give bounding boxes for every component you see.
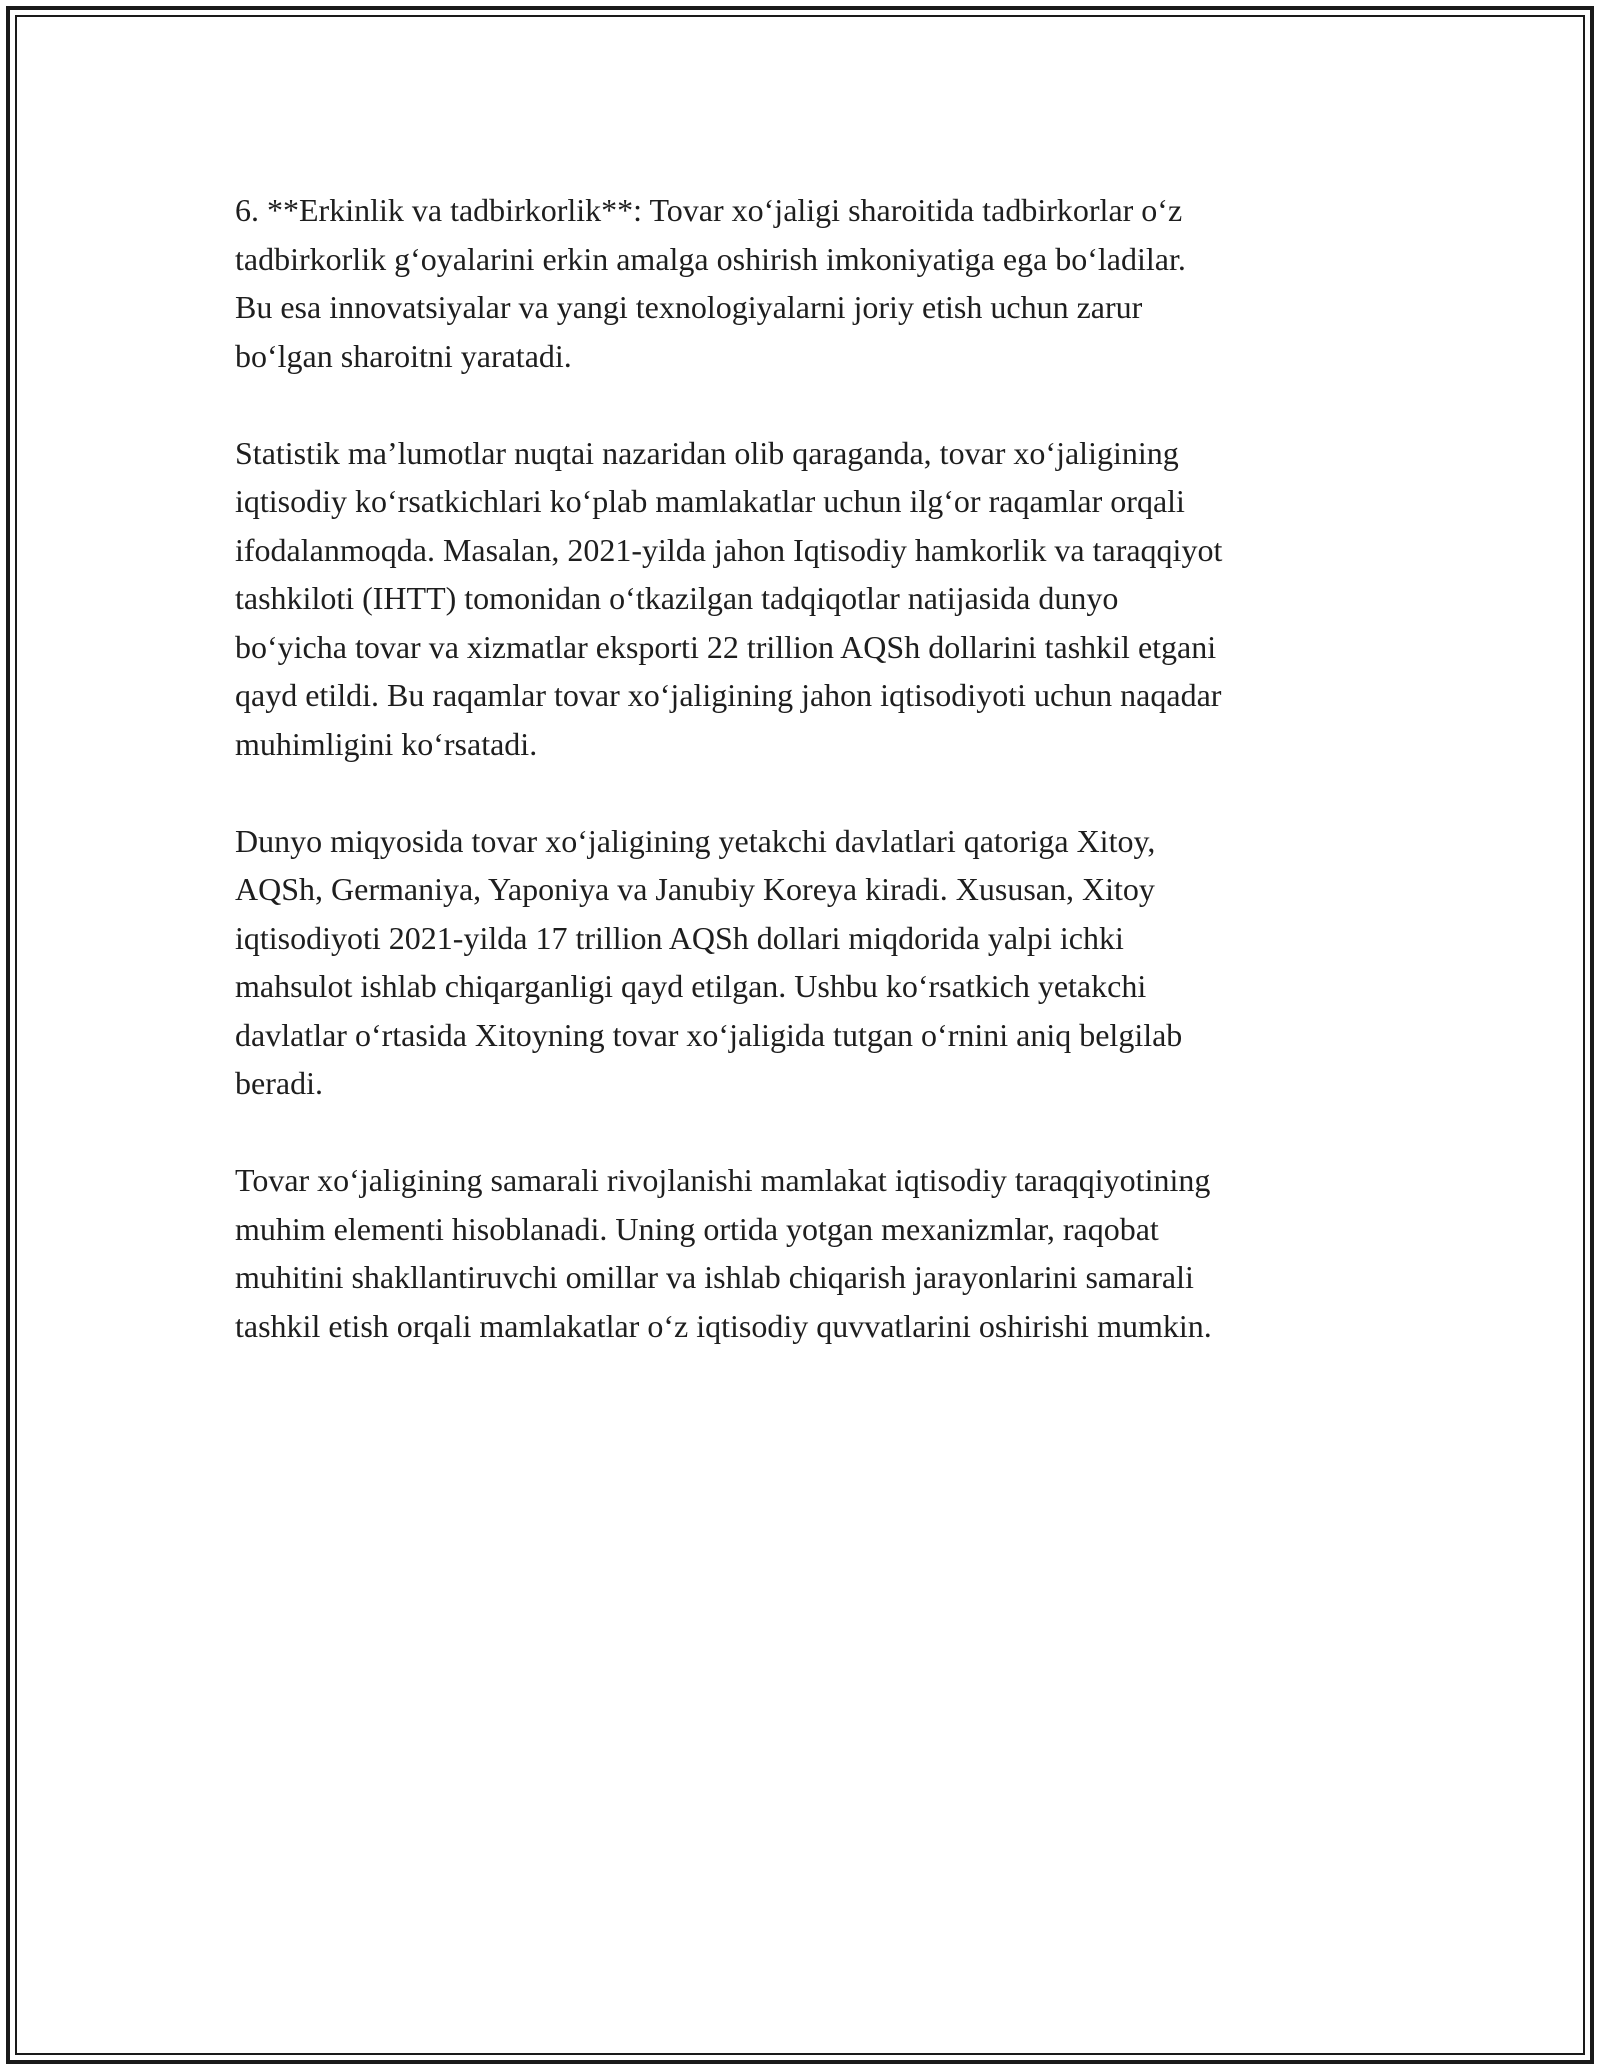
text-line: tashkiloti (IHTT) tomonidan o‘tkazilgan tadqiqotlar natijasida dunyo [235,580,1119,616]
text-line: iqtisodiy ko‘rsatkichlari ko‘plab mamlakatlar uchun ilg‘or raqamlar orqali [235,483,1185,519]
text-line: muhim elementi hisoblanadi. Uning ortida yotgan mexanizmlar, raqobat [235,1210,1159,1247]
text-line: muhimligini ko‘rsatadi. [235,725,538,762]
text-line: Bu esa innovatsiyalar va yangi texnologiyalarni joriy etish uchun zarur [235,289,1143,325]
text-line: qayd etildi. Bu raqamlar tovar xo‘jaligining jahon iqtisodiyoti uchun naqadar [235,677,1222,713]
paragraph-freedom-entrepreneurship [235,186,1385,380]
paragraph-leading-countries [235,817,1385,1108]
text-line: muhitini shakllantiruvchi omillar va ishlab chiqarish jarayonlarini samarali [235,1259,1194,1295]
text-line: davlatlar o‘rtasida Xitoyning tovar xo‘jaligida tutgan o‘rnini aniq belgilab [235,1016,1183,1053]
text-line: beradi. [235,1065,323,1101]
document-body [235,186,1385,1399]
paragraph-statistics [235,429,1385,769]
text-line: mahsulot ishlab chiqarganligi qayd etilgan. Ushbu ko‘rsatkich yetakchi [235,968,1147,1004]
text-line: iqtisodiyoti 2021-yilda 17 trillion AQSh dollari miqdorida yalpi ichki [235,919,1124,956]
text-line: tadbirkorlik g‘oyalarini erkin amalga oshirish imkoniyatiga ega bo‘ladilar. [235,240,1186,277]
paragraph-conclusion [235,1156,1385,1350]
text-line: tashkil etish orqali mamlakatlar o‘z iqtisodiy quvvatlarini oshirishi mumkin. [235,1307,1212,1344]
text-line: ifodalanmoqda. Masalan, 2021-yilda jahon Iqtisodiy hamkorlik va taraqqiyot [235,531,1223,568]
text-line: AQSh, Germaniya, Yaponiya va Janubiy Koreya kiradi. Xususan, Xitoy [235,871,1155,907]
text-line: bo‘lgan sharoitni yaratadi. [235,337,572,374]
text-line: Tovar xo‘jaligining samarali rivojlanishi mamlakat iqtisodiy taraqqiyotining [235,1162,1211,1198]
text-line: bo‘yicha tovar va xizmatlar eksporti 22 trillion AQSh dollarini tashkil etgani [235,628,1217,665]
text-line: 6. **Erkinlik va tadbirkorlik**: Tovar xo‘jaligi sharoitida tadbirkorlar o‘z [235,192,1183,228]
text-line: Dunyo miqyosida tovar xo‘jaligining yetakchi davlatlari qatoriga Xitoy, [235,822,1156,859]
text-line: Statistik ma’lumotlar nuqtai nazaridan olib qaraganda, tovar xo‘jaligining [235,434,1179,471]
